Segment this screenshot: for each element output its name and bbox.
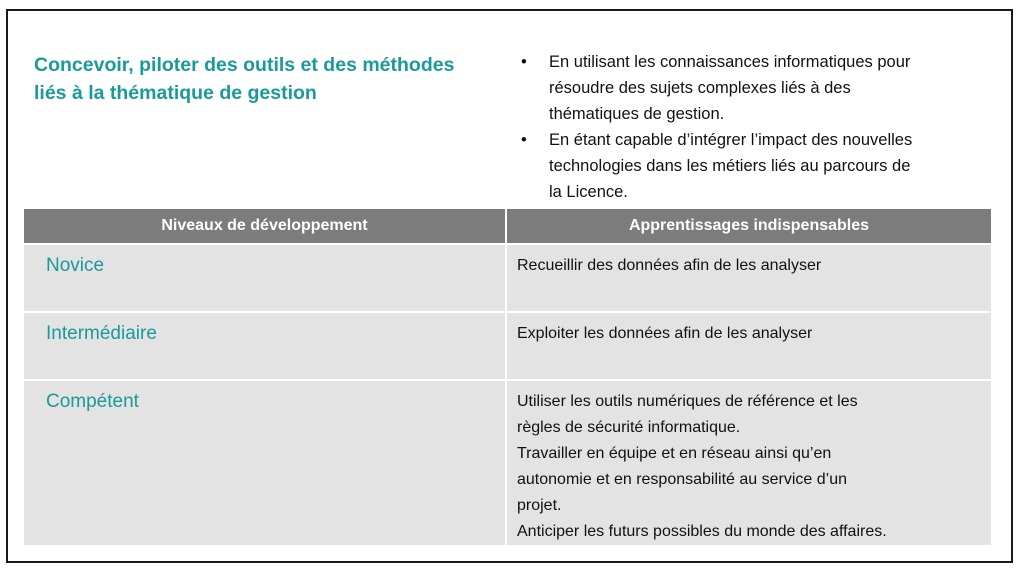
table-row	[24, 243, 991, 311]
table-row	[24, 379, 991, 545]
title-line-2: liés à la thématique de gestion	[34, 82, 317, 104]
header-learnings: Apprentissages indispensables	[628, 217, 870, 234]
bullet-item	[513, 127, 983, 205]
learning-line: projet.	[517, 497, 562, 514]
bullet-marker: •	[521, 131, 527, 149]
bullet-item	[513, 49, 983, 127]
bullet-line: la Licence.	[549, 183, 628, 201]
learning-cell	[507, 245, 991, 311]
learning-line: autonomie et en responsabilité au service d’un	[517, 471, 847, 488]
learning-cell	[507, 313, 991, 379]
slide	[6, 9, 1013, 563]
learning-line: Anticiper les futurs possibles du monde des affaires.	[517, 523, 887, 540]
bullet-line: En étant capable d’intégrer l’impact des nouvelles	[549, 131, 913, 149]
bullet-line: En utilisant les connaissances informatiques pour	[549, 53, 911, 71]
bullet-line: technologies dans les métiers liés au parcours de	[549, 157, 911, 175]
learning-cell	[507, 381, 991, 545]
title-line-1: Concevoir, piloter des outils et des méthodes	[34, 54, 455, 76]
level-competent: Compétent	[24, 381, 507, 545]
level-novice: Novice	[24, 245, 507, 311]
table-row	[24, 311, 991, 379]
bullet-line: résoudre des sujets complexes liés à des	[549, 79, 851, 97]
learning-line: Exploiter les données afin de les analyser	[517, 325, 813, 342]
learning-line: Recueillir des données afin de les analyser	[517, 257, 822, 274]
header-levels: Niveaux de développement	[24, 209, 507, 243]
level-intermediate: Intermédiaire	[24, 313, 507, 379]
bullet-line: thématiques de gestion.	[549, 105, 725, 123]
competency-title	[34, 51, 504, 107]
levels-table	[24, 209, 991, 545]
table-header	[24, 209, 991, 243]
learning-line: Travailler en équipe et en réseau ainsi qu’en	[517, 445, 832, 462]
learning-line: Utiliser les outils numériques de référence et les	[517, 393, 858, 410]
bullet-marker: •	[521, 53, 527, 71]
context-bullets	[513, 49, 983, 205]
learning-line: règles de sécurité informatique.	[517, 419, 741, 436]
